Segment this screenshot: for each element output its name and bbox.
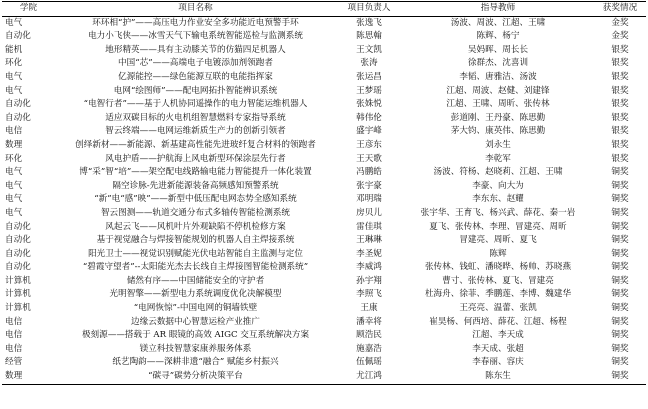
header-project-leader: 项目负责人 [336, 2, 402, 17]
college-cell: 自动化 [5, 262, 31, 273]
table-row [2, 356, 646, 370]
advisors-cell: 曹寸、张传林、夏飞、冒建亮 [442, 275, 554, 286]
college-cell: 电气 [5, 71, 23, 82]
advisors-cell: 李豪、向大为 [472, 180, 524, 191]
project-leader-cell: 李威鸿 [356, 262, 382, 273]
advisors-cell: 张宇华、王育飞、杨兴武、薛花、秦一岩 [420, 207, 576, 218]
award-cell: 金奖 [611, 31, 629, 42]
table-row [2, 207, 646, 221]
table-row [2, 166, 646, 180]
award-cell: 铜奖 [611, 316, 629, 327]
college-cell: 计算机 [5, 275, 31, 286]
project-name-cell: 电网“绘图师”——配电网拓扑智能辨识系统 [113, 85, 278, 96]
project-leader-cell: 李圣妮 [356, 248, 382, 259]
project-leader-cell: 张涛 [360, 58, 378, 69]
award-cell: 铜奖 [611, 221, 629, 232]
college-cell: 电信 [5, 330, 23, 341]
college-cell: 能机 [5, 44, 23, 55]
project-name-cell: “新”电“感”映”——新型中低压配电网态势全感知系统 [94, 194, 297, 205]
project-leader-cell: 尤江鸿 [336, 370, 402, 384]
advisors-cell: 刘永生 [485, 139, 511, 150]
award-cell: 银奖 [611, 153, 629, 164]
award-cell: 铜奖 [594, 370, 646, 384]
header-project-name: 项目名称 [55, 2, 336, 17]
college-cell: 电气 [5, 167, 23, 178]
project-name-cell: 极刻源——搭载于 AR 眼镜的高效 AIGC 交互系统解决方案 [81, 330, 310, 341]
project-name-cell: 风电护盾——护航海上风电新型环保涂层先行者 [105, 153, 286, 164]
advisors-cell: 杜海舟、徐菲、季鹏莲、李博、魏建华 [424, 289, 572, 300]
advisors-cell: 夏飞、张传林、李理、冒建亮、周昕 [429, 221, 567, 232]
project-name-cell: 电力小飞侠——冰雪天气下输电系统智能巡检与监测系统 [88, 31, 303, 42]
award-cell: 银奖 [611, 126, 629, 137]
project-name-cell: “电网恢惊”-中国电网的铜墙铁壁 [133, 303, 258, 314]
table-header [2, 2, 646, 17]
table-row [2, 85, 646, 99]
project-leader-cell: 顾浩民 [356, 330, 382, 341]
table-row [2, 329, 646, 343]
table-row [2, 44, 646, 58]
award-cell: 铜奖 [611, 207, 629, 218]
award-cell: 银奖 [611, 139, 629, 150]
project-leader-cell: 韩伟伦 [356, 112, 382, 123]
advisors-cell: 汤波、周波、江超、王啸 [450, 17, 546, 28]
college-cell: 电气 [5, 17, 23, 28]
advisors-cell: 张传林、钱虹、潘晓晔、杨帅、苏晓燕 [424, 262, 572, 273]
project-leader-cell: 伍佩瑶 [356, 357, 382, 368]
project-name-cell: 环环相“护”——高压电力作业安全多功能近电预警手环 [92, 17, 299, 28]
table-row [2, 153, 646, 167]
project-name-cell: 智云终端——电网运维新质生产力的创新引领者 [105, 126, 286, 137]
table-row [2, 57, 646, 71]
college-cell: 数理 [2, 370, 55, 384]
advisors-cell: 李韬、唐雅洁、汤波 [459, 71, 537, 82]
awards-table [2, 1, 646, 385]
project-name-cell: 地形精英——具有主动膝关节的仿猫四足机器人 [105, 44, 286, 55]
project-leader-cell: 王文凯 [356, 44, 382, 55]
project-name-cell: 储然有序——中国储能安全的守护者 [126, 275, 265, 286]
advisors-cell: 李乾军 [485, 153, 511, 164]
award-cell: 铜奖 [611, 180, 629, 191]
college-cell: 自动化 [5, 248, 31, 259]
college-cell: 环化 [5, 153, 23, 164]
advisors-cell: 崔昊杨、何西培、薛花、江超、杨程 [429, 316, 567, 327]
table-row [2, 112, 646, 126]
project-leader-cell: 李照飞 [356, 289, 382, 300]
table-row [2, 16, 646, 30]
table-row [2, 316, 646, 330]
project-leader-cell: 王天歌 [356, 153, 382, 164]
advisors-cell: 王亮亮、温蕾、张凯 [459, 303, 537, 314]
award-cell: 铜奖 [611, 275, 629, 286]
table-row [2, 98, 646, 112]
project-name-cell: 基于视觉融合与焊接智能规划的机器人自主焊接系统 [96, 235, 295, 246]
project-name-cell: 亿源能控——绿色能源互联的电能指挥家 [118, 71, 273, 82]
advisors-cell: 江超、周波、赵健、刘建锋 [446, 85, 550, 96]
college-cell: 电气 [5, 85, 23, 96]
award-cell: 银奖 [611, 85, 629, 96]
table-row [2, 234, 646, 248]
advisors-cell: 陈辉、杨宁 [476, 31, 520, 42]
college-cell: 自动化 [5, 221, 31, 232]
header-college: 学院 [2, 2, 55, 17]
advisors-cell: 汤波、符杨、赵晓莉、江超、王啸 [433, 167, 563, 178]
table-row [2, 275, 646, 289]
advisors-cell: 李东东、赵耀 [472, 194, 524, 205]
award-cell: 银奖 [611, 44, 629, 55]
header-award: 获奖情况 [594, 2, 646, 17]
advisors-cell: 李春丽、容庆 [472, 357, 524, 368]
college-cell: 自动化 [5, 112, 31, 123]
college-cell: 自动化 [5, 235, 31, 246]
college-cell: 数理 [5, 139, 23, 150]
advisors-cell: 冒建亮、周昕、夏飞 [459, 235, 537, 246]
project-name-cell: 边缘云数据中心智慧运检产业推广 [131, 316, 260, 327]
project-leader-cell: 张运昌 [356, 71, 382, 82]
project-name-cell: 纸艺陶韵——深耕非遗“融合” 赋能乡村振兴 [112, 357, 279, 368]
award-cell: 铜奖 [611, 194, 629, 205]
project-leader-cell: 张逸飞 [356, 17, 382, 28]
college-cell: 电信 [5, 126, 23, 137]
advisors-cell: 李天成、张超 [472, 343, 524, 354]
college-cell: 经管 [5, 357, 23, 368]
college-cell: 电气 [5, 194, 23, 205]
table-row [2, 180, 646, 194]
table-row [2, 288, 646, 302]
project-leader-cell: 冯鹏皓 [356, 167, 382, 178]
award-cell: 银奖 [611, 71, 629, 82]
table-row [2, 139, 646, 153]
project-name-cell: 光明智擎——新型电力系统调度优化决解模型 [109, 289, 282, 300]
table-row [2, 193, 646, 207]
advisors-cell: 茅大钧、康英伟、陈思勤 [450, 126, 546, 137]
award-cell: 铜奖 [611, 262, 629, 273]
project-leader-cell: 房贝儿 [356, 207, 382, 218]
project-leader-cell: 张姝悦 [356, 99, 382, 110]
award-cell: 银奖 [611, 112, 629, 123]
project-name-cell: 中国“芯”——高端电子电镀添加剂领跑者 [118, 58, 273, 69]
advisors-cell: 江超、王啸、周昕、张传林 [446, 99, 550, 110]
project-name-cell: 阳光卫士——视觉识别赋能光伏电站智能自主监测与定位 [88, 248, 303, 259]
table-row [2, 71, 646, 85]
advisors-cell: 彭道刚、王丹豪、陈思勤 [450, 112, 546, 123]
project-leader-cell: 施嘉浩 [356, 343, 382, 354]
award-cell: 金奖 [611, 17, 629, 28]
award-cell: 银奖 [611, 99, 629, 110]
college-cell: 自动化 [5, 99, 31, 110]
project-name-cell: 适应双碳目标的火电机组智慧燃料专家指导系统 [105, 112, 286, 123]
college-cell: 计算机 [5, 303, 31, 314]
project-name-cell: 博“采”智“培”——架空配电线路输电能力智能提升一体化装置 [79, 167, 312, 178]
header-advisors: 指导教师 [402, 2, 594, 17]
college-cell: 计算机 [5, 289, 31, 300]
project-name-cell: 隔空诊脉-先进新能源装备高频感知预警系统 [112, 180, 279, 191]
college-cell: 电气 [5, 207, 23, 218]
project-name-cell: 智云图测——轨道交通分布式多轴传智能检测系统 [100, 207, 291, 218]
table-row [2, 302, 646, 316]
project-leader-cell: 王彦东 [356, 139, 382, 150]
table-row [2, 343, 646, 357]
project-leader-cell: 孙宇翔 [356, 275, 382, 286]
award-cell: 银奖 [611, 58, 629, 69]
advisors-cell: 陈辉 [489, 248, 507, 259]
college-cell: 自动化 [5, 31, 31, 42]
project-name-cell: 创绎新材——新能源、新基建高性能先进玻纤复合材料的领跑者 [75, 139, 316, 150]
award-cell: 铜奖 [611, 235, 629, 246]
project-leader-cell: 张宇豪 [356, 180, 382, 191]
table-row [2, 30, 646, 44]
table-row [2, 125, 646, 139]
award-cell: 铜奖 [611, 357, 629, 368]
project-name-cell: “碳寻”碳势分析决策平台 [55, 370, 336, 384]
project-leader-cell: 盛宇峰 [356, 126, 382, 137]
award-cell: 铜奖 [611, 167, 629, 178]
table-row [2, 370, 646, 384]
award-cell: 铜奖 [611, 303, 629, 314]
award-cell: 铜奖 [611, 248, 629, 259]
project-name-cell: 风起云飞——风机叶片外观缺陷不停机检修方案 [105, 221, 286, 232]
advisors-cell: 陈东生 [402, 370, 594, 384]
header-row [2, 2, 646, 17]
award-cell: 铜奖 [611, 343, 629, 354]
table-row [2, 248, 646, 262]
project-leader-cell: 邓明瑞 [356, 194, 382, 205]
advisors-cell: 吴妈晖、周长长 [467, 44, 529, 55]
college-cell: 电信 [5, 343, 23, 354]
project-name-cell: “碧霞守望者”--太阳能光杰去长线自主焊接图智能检测系统” [82, 262, 309, 273]
table-body [2, 16, 646, 384]
project-leader-cell: 潘幸将 [356, 316, 382, 327]
college-cell: 电气 [5, 180, 23, 191]
college-cell: 环化 [5, 58, 23, 69]
project-leader-cell: 王梦瑶 [356, 85, 382, 96]
project-name-cell: 镁立科技智慧家康养服务体系 [139, 343, 252, 354]
project-leader-cell: 雷佳琪 [356, 221, 382, 232]
award-cell: 铜奖 [611, 330, 629, 341]
project-leader-cell: 王琳琳 [356, 235, 382, 246]
college-cell: 电信 [5, 316, 23, 327]
table-row [2, 221, 646, 235]
advisors-cell: 徐群杰、沈喜训 [467, 58, 529, 69]
advisors-cell: 江超、李天成 [472, 330, 524, 341]
project-name-cell: “电智行者”——基于人机协同遥操作的电力智能运维机器人 [83, 99, 308, 110]
award-cell: 铜奖 [611, 289, 629, 300]
project-leader-cell: 王康 [360, 303, 378, 314]
project-leader-cell: 陈思翰 [356, 31, 382, 42]
table-row [2, 261, 646, 275]
